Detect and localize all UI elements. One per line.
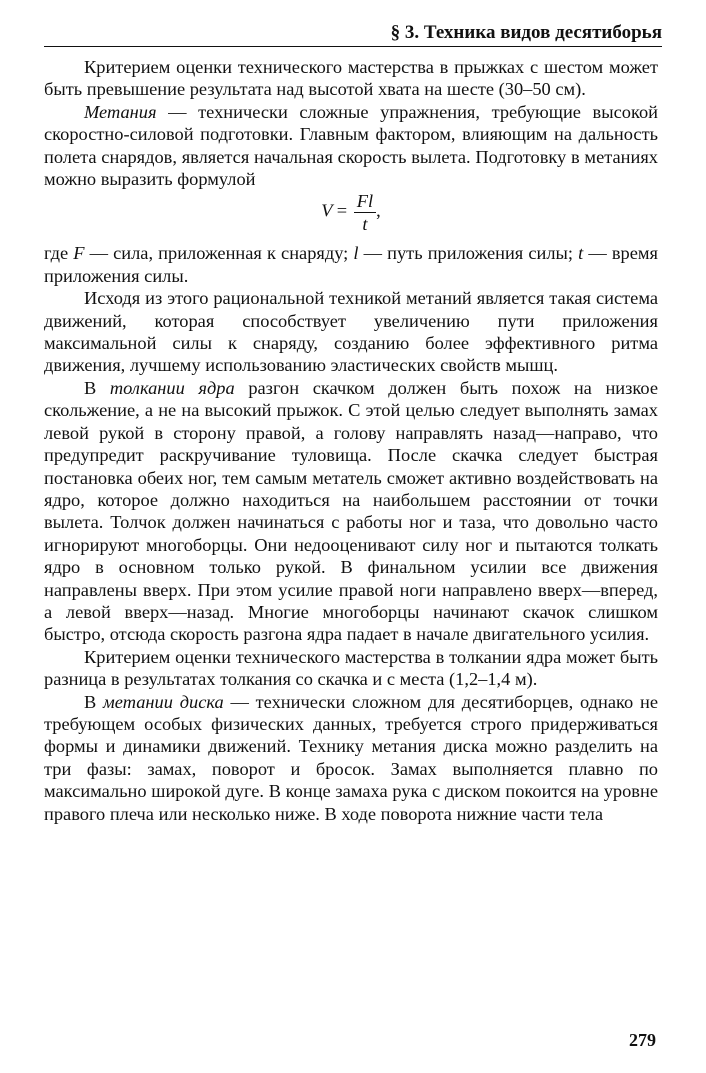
- formula-legend: где F — сила, приложенная к снаряду; l — путь приложения силы; t — время приложения силы.: [44, 243, 658, 286]
- paragraph-rational-technique: Исходя из этого рациональной техникой метаний является такая система движений, которая способствует увеличению пути приложения максимальной силы к снаряду, созданию более эффективного ритма движения, лучшему использованию эластических свойств мышц.: [44, 288, 658, 376]
- symbol-t: t: [578, 243, 584, 264]
- term-shot-put: толкании ядра: [109, 377, 235, 398]
- formula-trail: ,: [376, 201, 381, 222]
- running-header: [44, 20, 662, 47]
- term-discus: метании диска: [103, 691, 224, 712]
- paragraph-throws-intro: Метания — технически сложные упражнения, требующие высокой скоростно-силовой подготовки. Главным фактором, влияющим на дальность полета снарядов, является начальная скорость вылета. Подготовку в метаниях можно выразить формулой: [44, 101, 658, 190]
- symbol-l: l: [353, 243, 359, 264]
- paragraph-shot-put-criterion: Критерием оценки технического мастерства в толкании ядра может быть разница в результатах толкания со скачка и с места (1,2–1,4 м).: [44, 646, 658, 690]
- section-title: § 3. Техника видов десятиборья: [390, 22, 662, 43]
- term-throws: Метания: [84, 101, 157, 122]
- page-number: 279: [629, 1030, 656, 1050]
- paragraph-shot-put: В толкании ядра разгон скачком должен быть похож на низкое скольжение, а не на высокий прыжок. С этой целью следует выполнять замах левой рукой в сторону правой, а голову направлять назад—направо, что предупредит раскручивание туловища. После скачка следует быстрая постановка обеих ног, тем самым метатель сможет активно воздействовать на ядро, которое должно находиться на наибольшем расстоянии от точки вылета. Толчок должен начинаться с работы ног и таза, что довольно часто игнорируют многоборцы. Они недооценивают силу ног и пытаются толкать ядро в основном только рукой. В финальном усилии все движения направлены вверх. При этом усилие правой ноги направлено вверх—вперед, а левой вверх—назад. Многие многоборцы начинают скачок слишком быстро, отсюда скорость разгона ядра падает в начале двигательного усилия.: [44, 377, 658, 645]
- formula-velocity: [44, 190, 658, 242]
- formula-numerator: Fl: [354, 190, 376, 213]
- formula-denominator: t: [362, 214, 368, 235]
- paragraph-discus: В метании диска — технически сложном для десятиборцев, однако не требующем особых физических данных, требуется строго придерживаться формы и динамики движений. Технику метания диска можно разделить на три фазы: замах, поворот и бросок. Замах выполняется плавно по максимально широкой дуге. В конце замаха рука с диском покоится на уровне правого плеча или несколько ниже. В ходе поворота нижние части тела: [44, 691, 658, 824]
- formula-fraction: [354, 190, 376, 235]
- paragraph-pole-vault-criterion: Критерием оценки технического мастерства в прыжках с шестом может быть превышение результата над высотой хвата на шесте (30–50 см).: [44, 57, 658, 100]
- formula-lhs: V: [321, 201, 333, 222]
- page-body: [44, 56, 658, 825]
- formula-equals: =: [336, 201, 348, 222]
- symbol-f: F: [73, 243, 85, 264]
